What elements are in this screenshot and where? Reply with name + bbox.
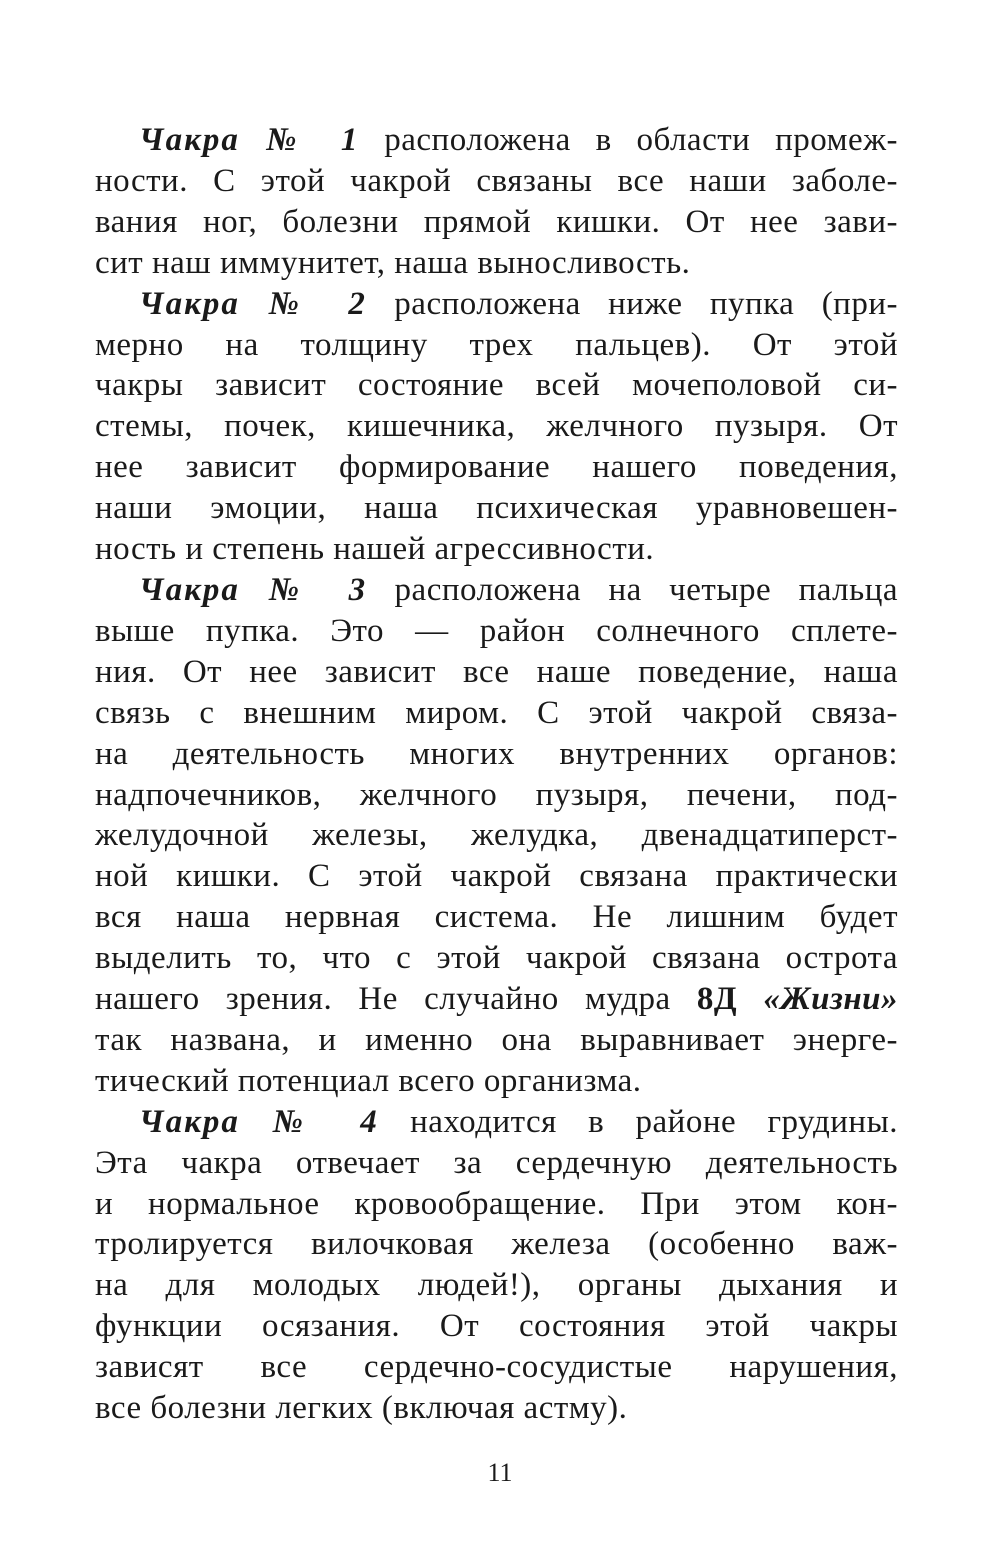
mudra-number: 8Д bbox=[696, 981, 738, 1018]
paragraph-chakra-3: Чакра № 3 расположена на четыре пальца выше пупка. Это — район солнечного сплете- ния. От нее зависит все наше поведение, наша связь с внешним миром. С этой чакрой связа- на деятельность многих внутренних органов: надпочечников, желчного пузыря, печени, под- желудочной железы, желудка, двенадцатиперст- ной кишки. С этой чакрой связана практически вся наша нервная система. Не лишним будет выделить то, что с этой чакрой связана острота нашего зрения. Не случайно мудра 8Д «Жизни» так названа, и именно она выравнивает энерге- тический потенциал всего организма. bbox=[95, 571, 899, 1099]
chakra-2-title: Чакра № 2 bbox=[139, 285, 367, 322]
paragraph-chakra-1: Чакра № 1 расположена в области промеж- ности. С этой чакрой связаны все наши заболе- вания ног, болезни прямой кишки. От нее зави- сит наш иммунитет, наша выносливость. bbox=[95, 122, 898, 281]
mudra-name: «Жизни» bbox=[763, 981, 899, 1018]
paragraph-chakra-4: Чакра № 4 находится в районе грудины. Эта чакра отвечает за сердечную деятельность и нормальное кровообращение. При этом кон- тролируется вилочковая железа (особенно важ- на для молодых людей!), органы дыхания и функции осязания. От состояния этой чакры зависят все сердечно-сосудистые нарушения, все болезни легких (включая астму). bbox=[95, 1103, 898, 1427]
chakra-4-title: Чакра № 4 bbox=[139, 1103, 379, 1140]
page-number: 11 bbox=[487, 1458, 513, 1487]
paragraph-chakra-2: Чакра № 2 расположена ниже пупка (при- мерно на толщину трех пальцев). От этой чакры зависит состояние всей мочеполовой си- стемы, почек, кишечника, желчного пузыря. От нее зависит формирование нашего поведения, наши эмоции, наша психическая уравновешен- ность и степень нашей агрессивности. bbox=[95, 285, 898, 568]
chakra-3-title: Чакра № 3 bbox=[139, 571, 368, 608]
body-text bbox=[95, 120, 898, 1429]
chakra-1-title: Чакра № 1 bbox=[139, 122, 360, 158]
mudra-reference-line: нашего зрения. Не случайно мудра 8Д «Жизни» bbox=[95, 981, 899, 1018]
